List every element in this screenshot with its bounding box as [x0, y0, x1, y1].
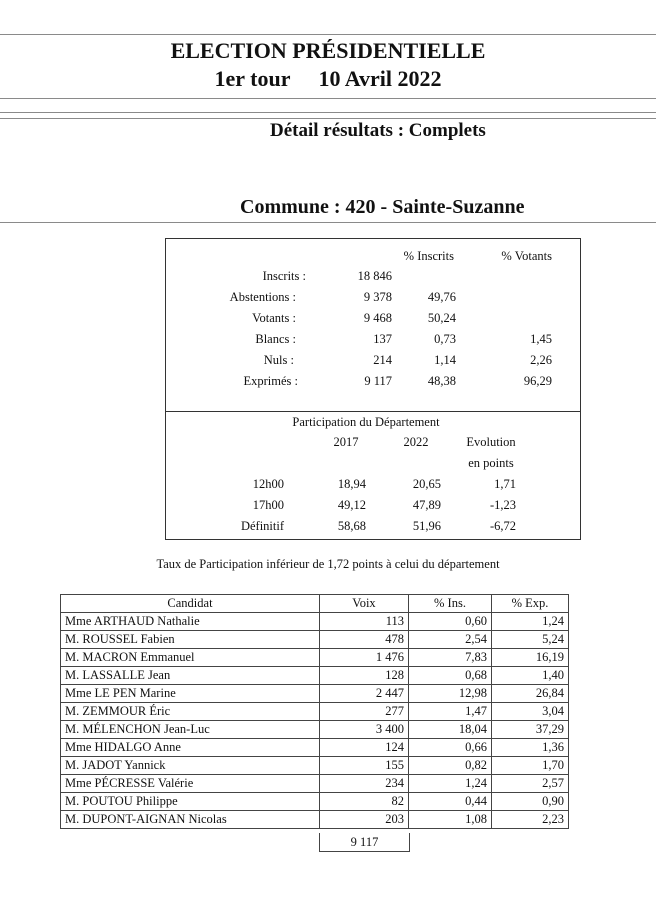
candidate-voix: 82 [320, 793, 409, 811]
candidate-name: Mme PÉCRESSE Valérie [61, 775, 320, 793]
box-divider [166, 411, 580, 412]
summary-pct-ins: 48,38 [427, 374, 456, 388]
candidate-pct-exp: 1,70 [492, 757, 569, 775]
summary-value: 137 [373, 332, 392, 346]
table-row [61, 667, 569, 685]
participation-evol: -1,23 [489, 498, 516, 512]
candidate-voix: 3 400 [320, 721, 409, 739]
candidate-name: M. JADOT Yannick [61, 757, 320, 775]
candidate-pct-exp: 37,29 [492, 721, 569, 739]
candidate-name: Mme ARTHAUD Nathalie [61, 613, 320, 631]
candidate-pct-ins: 0,66 [409, 739, 492, 757]
table-row [61, 793, 569, 811]
candidate-voix: 124 [320, 739, 409, 757]
candidate-pct-exp: 1,36 [492, 739, 569, 757]
candidate-pct-exp: 1,24 [492, 613, 569, 631]
candidate-voix: 128 [320, 667, 409, 685]
candidate-pct-exp: 2,57 [492, 775, 569, 793]
candidate-voix: 203 [320, 811, 409, 829]
table-row [61, 685, 569, 703]
candidate-name: M. MÉLENCHON Jean-Luc [61, 721, 320, 739]
candidate-voix: 113 [320, 613, 409, 631]
candidate-voix: 234 [320, 775, 409, 793]
candidate-pct-exp: 5,24 [492, 631, 569, 649]
round-line [0, 66, 656, 92]
candidate-pct-exp: 3,04 [492, 703, 569, 721]
election-date: 10 Avril 2022 [318, 66, 442, 91]
table-row [61, 703, 569, 721]
candidate-pct-ins: 1,24 [409, 775, 492, 793]
summary-pct-vot: 2,26 [530, 353, 552, 367]
candidate-voix: 155 [320, 757, 409, 775]
results-header-row [61, 595, 569, 613]
round-label: 1er tour [214, 66, 291, 91]
detail-heading: Détail résultats : Complets [270, 120, 486, 141]
summary-value: 9 117 [364, 374, 392, 388]
divider [0, 98, 656, 99]
candidate-pct-ins: 18,04 [409, 721, 492, 739]
page-title: ELECTION PRÉSIDENTIELLE [170, 38, 486, 63]
header-pct-ins: % Ins. [409, 595, 492, 613]
divider [0, 34, 656, 35]
table-row [61, 721, 569, 739]
participation-2017: 58,68 [337, 519, 366, 533]
table-row [61, 811, 569, 829]
participation-note: Taux de Participation inférieur de 1,72 points à celui du département [156, 557, 500, 571]
col-header-pct-inscrits: % Inscrits [403, 249, 454, 263]
summary-value: 18 846 [357, 269, 392, 283]
commune-heading: Commune : 420 - Sainte-Suzanne [240, 196, 525, 218]
summary-label: Inscrits : [262, 269, 306, 283]
summary-pct-ins: 49,76 [427, 290, 456, 304]
divider [0, 118, 656, 119]
header-candidat: Candidat [61, 595, 320, 613]
candidate-name: Mme HIDALGO Anne [61, 739, 320, 757]
participation-2017: 49,12 [337, 498, 366, 512]
summary-pct-ins: 0,73 [434, 332, 456, 346]
summary-label: Blancs : [255, 332, 296, 346]
participation-evol: 1,71 [494, 477, 516, 491]
col-header-pct-votants: % Votants [501, 249, 552, 263]
table-row [61, 757, 569, 775]
table-row [61, 631, 569, 649]
summary-pct-vot: 96,29 [523, 374, 552, 388]
col-header-evolution-unit: en points [468, 456, 514, 470]
candidate-pct-ins: 2,54 [409, 631, 492, 649]
participation-2022: 51,96 [412, 519, 441, 533]
table-row [61, 613, 569, 631]
candidate-pct-exp: 16,19 [492, 649, 569, 667]
candidate-name: M. LASSALLE Jean [61, 667, 320, 685]
candidate-pct-ins: 1,47 [409, 703, 492, 721]
candidate-voix: 277 [320, 703, 409, 721]
candidate-name: M. ROUSSEL Fabien [61, 631, 320, 649]
candidate-pct-exp: 0,90 [492, 793, 569, 811]
candidate-pct-exp: 26,84 [492, 685, 569, 703]
summary-box [165, 238, 581, 540]
divider [0, 112, 656, 113]
candidate-voix: 2 447 [320, 685, 409, 703]
results-table [60, 594, 569, 829]
candidate-pct-ins: 0,68 [409, 667, 492, 685]
candidate-name: Mme LE PEN Marine [61, 685, 320, 703]
participation-label: 17h00 [252, 498, 284, 512]
candidate-name: M. ZEMMOUR Éric [61, 703, 320, 721]
candidate-name: M. MACRON Emmanuel [61, 649, 320, 667]
col-header-2017: 2017 [333, 435, 359, 449]
summary-label: Votants : [252, 311, 296, 325]
participation-label: Définitif [240, 519, 284, 533]
participation-2017: 18,94 [337, 477, 366, 491]
col-header-2022: 2022 [403, 435, 429, 449]
summary-pct-ins: 1,14 [434, 353, 456, 367]
candidate-name: M. POUTOU Philippe [61, 793, 320, 811]
participation-2022: 47,89 [412, 498, 441, 512]
candidate-pct-ins: 12,98 [409, 685, 492, 703]
summary-pct-vot: 1,45 [530, 332, 552, 346]
col-header-evolution: Evolution [466, 435, 516, 449]
candidate-pct-ins: 0,82 [409, 757, 492, 775]
participation-title: Participation du Département [292, 415, 440, 429]
summary-label: Nuls : [263, 353, 294, 367]
table-row [61, 775, 569, 793]
candidate-voix: 1 476 [320, 649, 409, 667]
participation-label: 12h00 [252, 477, 284, 491]
divider [0, 222, 656, 223]
table-row [61, 739, 569, 757]
summary-value: 214 [373, 353, 392, 367]
candidate-pct-exp: 2,23 [492, 811, 569, 829]
header-voix: Voix [320, 595, 409, 613]
participation-evol: -6,72 [489, 519, 516, 533]
candidate-name: M. DUPONT-AIGNAN Nicolas [61, 811, 320, 829]
candidate-pct-ins: 0,60 [409, 613, 492, 631]
summary-label: Exprimés : [243, 374, 298, 388]
summary-value: 9 378 [363, 290, 392, 304]
table-row [61, 649, 569, 667]
summary-label: Abstentions : [229, 290, 296, 304]
candidate-voix: 478 [320, 631, 409, 649]
participation-2022: 20,65 [412, 477, 441, 491]
candidate-pct-ins: 0,44 [409, 793, 492, 811]
candidate-pct-ins: 7,83 [409, 649, 492, 667]
header-pct-exp: % Exp. [492, 595, 569, 613]
candidate-pct-exp: 1,40 [492, 667, 569, 685]
summary-pct-ins: 50,24 [427, 311, 456, 325]
candidate-pct-ins: 1,08 [409, 811, 492, 829]
total-votes: 9 117 [319, 833, 410, 852]
summary-value: 9 468 [363, 311, 392, 325]
